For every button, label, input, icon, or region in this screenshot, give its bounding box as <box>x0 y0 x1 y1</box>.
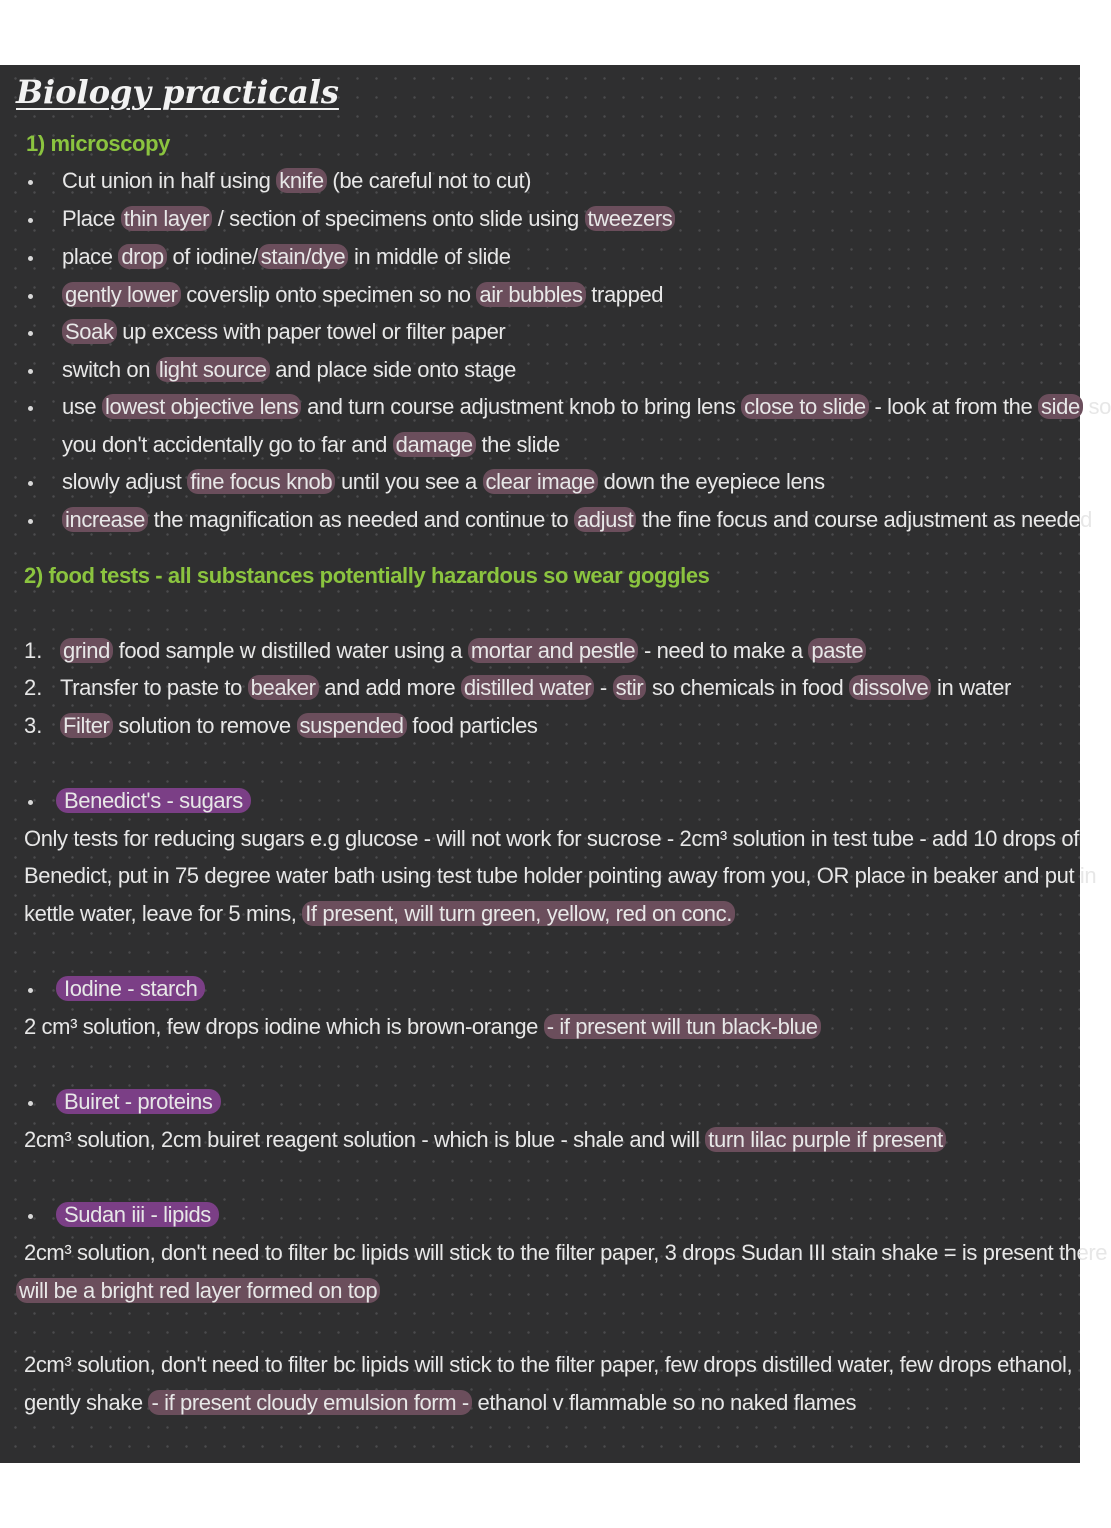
note-text: up excess with paper towel or filter paper <box>116 319 506 344</box>
note-text: place <box>62 244 119 269</box>
note-text: until you see a <box>335 469 483 494</box>
emulsion-test-line <box>24 1388 856 1418</box>
note-text: use <box>62 394 102 419</box>
microscopy-step <box>62 505 1092 535</box>
bullet-point <box>28 800 36 808</box>
bullet-point <box>28 331 36 339</box>
note-text: ethanol v flammable so no naked flames <box>471 1390 857 1415</box>
test-description-line <box>24 1012 821 1042</box>
highlighted-text: beaker <box>248 675 319 700</box>
highlighted-text: clear image <box>483 469 598 494</box>
highlighted-text: paste <box>808 638 866 663</box>
highlighted-text: drop <box>118 244 166 269</box>
test-description-line <box>24 1238 1107 1268</box>
test-label-text: Iodine - starch <box>56 976 205 1001</box>
note-text: so chemicals in food <box>646 675 850 700</box>
highlighted-text: will be a bright red layer formed on top <box>16 1278 380 1303</box>
highlighted-text: increase <box>62 507 148 532</box>
section-heading-food-tests: 2) food tests - all substances potentially hazardous so wear goggles <box>24 563 710 588</box>
note-text: (be careful not to cut) <box>326 168 532 193</box>
note-text: you don't accidentally go to far and <box>62 432 393 457</box>
note-text: - <box>594 675 613 700</box>
bullet-point <box>28 406 36 414</box>
note-text: and turn course adjustment knob to bring lens <box>301 394 742 419</box>
microscopy-step <box>62 467 825 497</box>
highlighted-text: turn lilac purple if present <box>705 1127 946 1152</box>
bullet-point <box>28 519 36 527</box>
page-title: Biology practicals <box>16 73 339 111</box>
microscopy-step <box>62 280 663 310</box>
note-text: Only tests for reducing sugars e.g glucose - will not work for sucrose - 2cm³ solution in test tube - add 10 drops of <box>24 826 1079 851</box>
bullet-point <box>28 1101 36 1109</box>
highlighted-text: adjust <box>574 507 636 532</box>
note-text: and place side onto stage <box>269 357 516 382</box>
test-description-line <box>16 1276 380 1306</box>
step-number: 2. <box>24 675 43 700</box>
note-text: the magnification as needed and continue to <box>147 507 574 532</box>
test-label-text: Benedict's - sugars <box>56 788 251 813</box>
test-label-text: Buiret - proteins <box>56 1089 221 1114</box>
note-text: the slide <box>475 432 560 457</box>
microscopy-step <box>62 166 531 196</box>
note-text: solution to remove <box>112 713 297 738</box>
microscopy-step <box>62 204 675 234</box>
food-test-step <box>60 711 538 741</box>
microscopy-step <box>62 355 516 385</box>
highlighted-text: suspended <box>297 713 407 738</box>
note-text: down the eyepiece lens <box>597 469 825 494</box>
note-text: Transfer to paste to <box>60 675 248 700</box>
note-text: Place <box>62 206 121 231</box>
highlighted-text: Filter <box>60 713 113 738</box>
bullet-point <box>28 256 36 264</box>
highlighted-text: distilled water <box>461 675 594 700</box>
bullet-point <box>28 369 36 377</box>
note-text: gently shake <box>24 1390 149 1415</box>
note-text: of iodine/ <box>166 244 258 269</box>
highlighted-text: tweezers <box>585 206 676 231</box>
bullet-point <box>28 481 36 489</box>
food-test-step <box>60 673 1011 703</box>
highlighted-text: knife <box>276 168 326 193</box>
highlighted-text: gently lower <box>62 282 181 307</box>
bullet-point <box>28 988 36 996</box>
highlighted-text: lowest objective lens <box>102 394 301 419</box>
test-label <box>56 1087 221 1117</box>
test-label <box>56 974 205 1004</box>
section-heading-microscopy: 1) microscopy <box>26 131 170 156</box>
highlighted-text: fine focus knob <box>187 469 335 494</box>
test-description-line <box>24 899 735 929</box>
highlighted-text: damage <box>393 432 476 457</box>
highlighted-text: - if present will tun black-blue <box>544 1014 821 1039</box>
microscopy-step <box>62 242 511 272</box>
note-text: - need to make a <box>638 638 809 663</box>
highlighted-text: light source <box>156 357 270 382</box>
note-text: in water <box>931 675 1011 700</box>
note-text: food sample w distilled water using a <box>112 638 468 663</box>
test-label <box>56 786 251 816</box>
note-text: kettle water, leave for 5 mins, <box>24 901 303 926</box>
note-text: coverslip onto specimen so no <box>180 282 477 307</box>
highlighted-text: grind <box>60 638 113 663</box>
note-text: in middle of slide <box>348 244 511 269</box>
note-text: trapped <box>585 282 664 307</box>
highlighted-text: mortar and pestle <box>468 638 638 663</box>
note-text: so <box>1082 394 1111 419</box>
step-number: 1. <box>24 638 43 663</box>
highlighted-text: close to slide <box>741 394 869 419</box>
highlighted-text: air bubbles <box>476 282 585 307</box>
emulsion-test-line <box>24 1350 1072 1380</box>
highlighted-text: If present, will turn green, yellow, red on conc. <box>302 901 735 926</box>
step-number: 3. <box>24 713 43 738</box>
test-description-line <box>24 1125 946 1155</box>
bullet-point <box>28 1214 36 1222</box>
highlighted-text: side <box>1038 394 1083 419</box>
note-text: 2 cm³ solution, few drops iodine which is brown-orange <box>24 1014 544 1039</box>
test-description-line <box>24 824 1079 854</box>
note-text: 2cm³ solution, 2cm buiret reagent solution - which is blue - shale and will <box>24 1127 706 1152</box>
note-text: / section of specimens onto slide using <box>212 206 585 231</box>
note-text: the fine focus and course adjustment as needed <box>636 507 1093 532</box>
note-text: and add more <box>318 675 461 700</box>
note-text: Benedict, put in 75 degree water bath using test tube holder pointing away from you, OR place in beaker and put in <box>24 863 1097 888</box>
highlighted-text: - if present cloudy emulsion form - <box>148 1390 471 1415</box>
highlighted-text: stir <box>613 675 647 700</box>
note-text: 2cm³ solution, don't need to filter bc lipids will stick to the filter paper, few drops distilled water, few drops ethanol, <box>24 1352 1073 1377</box>
highlighted-text: Soak <box>62 319 117 344</box>
bullet-point <box>28 218 36 226</box>
food-test-step <box>60 636 866 666</box>
highlighted-text: dissolve <box>849 675 931 700</box>
microscopy-step <box>62 392 1111 422</box>
microscopy-step <box>62 430 560 460</box>
test-label-text: Sudan iii - lipids <box>56 1202 219 1227</box>
note-text: food particles <box>406 713 538 738</box>
bullet-point <box>28 180 36 188</box>
test-label <box>56 1200 219 1230</box>
bullet-point <box>28 294 36 302</box>
microscopy-step <box>62 317 505 347</box>
test-description-line <box>24 861 1096 891</box>
note-text: 2cm³ solution, don't need to filter bc lipids will stick to the filter paper, 3 drops Sudan III stain shake = is present there <box>24 1240 1108 1265</box>
note-text: - look at from the <box>868 394 1039 419</box>
highlighted-text: stain/dye <box>258 244 348 269</box>
note-text: switch on <box>62 357 156 382</box>
highlighted-text: thin layer <box>121 206 212 231</box>
note-text: slowly adjust <box>62 469 188 494</box>
note-text: Cut union in half using <box>62 168 277 193</box>
